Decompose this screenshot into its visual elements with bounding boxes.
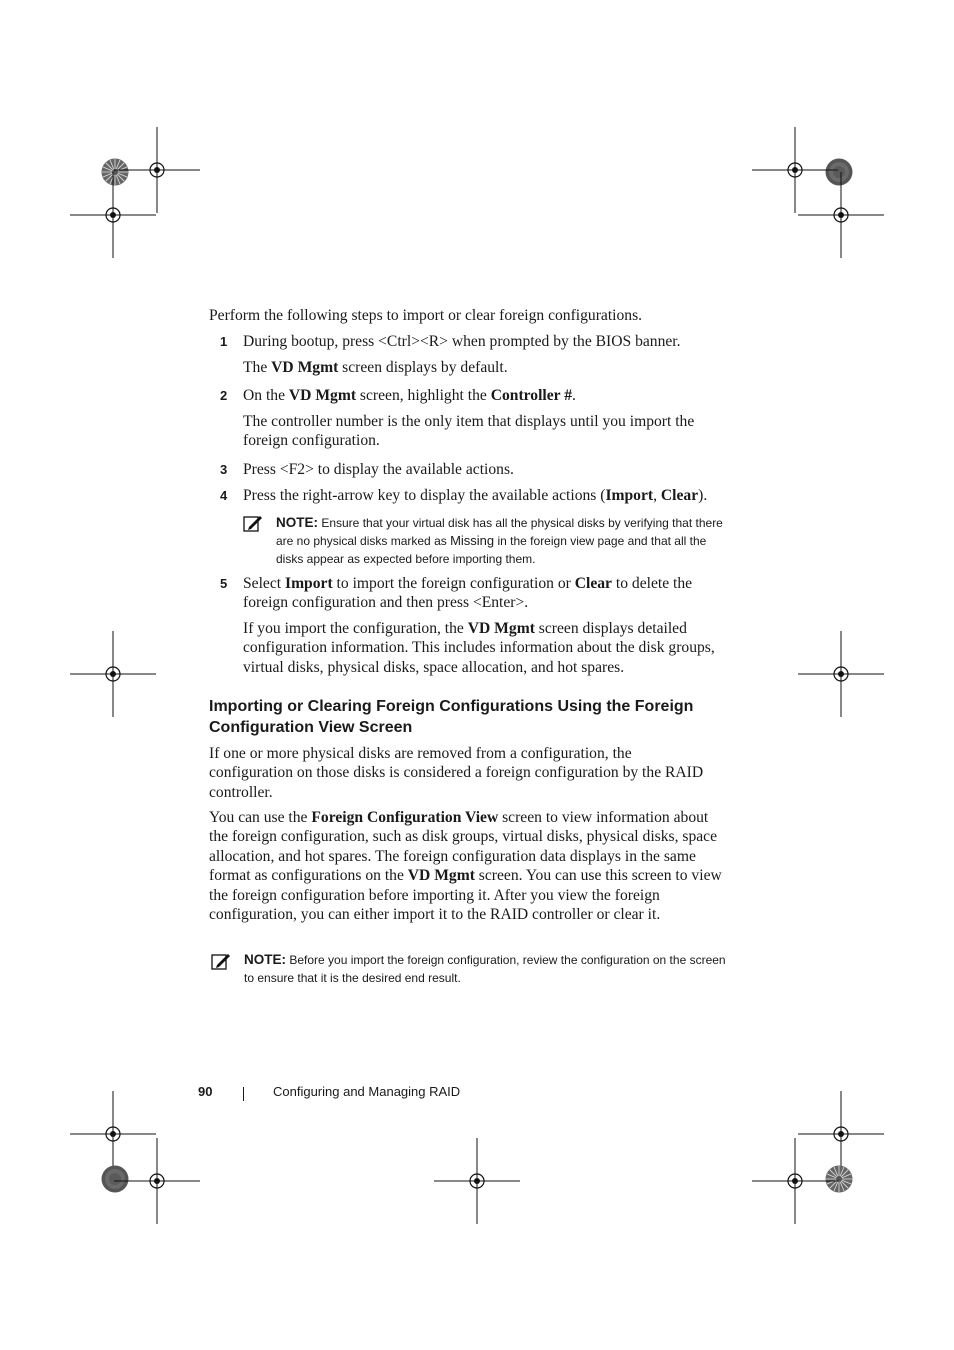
step-text: Press the right-arrow key to display the available actions (Import, Clear). [243, 487, 708, 504]
bold-term: Clear [574, 575, 612, 592]
chapter-title: Configuring and Managing RAID [273, 1084, 461, 1099]
section-heading: Importing or Clearing Foreign Configurations Using the Foreign Configuration View Screen [209, 698, 694, 736]
step-number: 5 [220, 576, 228, 591]
step-number: 4 [220, 488, 228, 503]
bold-term: Clear [660, 487, 699, 504]
bold-term: VD Mgmt [467, 620, 535, 637]
note-pencil-icon [211, 952, 231, 970]
bold-term: VD Mgmt [288, 387, 357, 404]
step-text: Select Import to import the foreign configuration or Clear to delete the foreign configuration and then press <Enter>. [243, 575, 693, 612]
bold-term: VD Mgmt [271, 359, 339, 376]
step-subtext: If you import the configuration, the VD Mgmt screen displays detailed configuration information. This includes information about the disk groups, virtual disks, physical disks, space allocation, and hot spares. [243, 620, 715, 676]
note-label: NOTE: [276, 515, 318, 530]
bold-term: Import [605, 487, 654, 504]
section-paragraph: If one or more physical disks are removed from a configuration, the configuration on those disks is considered a foreign configuration by the RAID controller. [209, 745, 704, 801]
step-number: 2 [220, 388, 228, 403]
bold-term: Controller # [490, 387, 572, 404]
note-label: NOTE: [244, 952, 286, 967]
step-subtext: The VD Mgmt screen displays by default. [243, 359, 508, 376]
note-text: NOTE: Ensure that your virtual disk has all the physical disks by verifying that there are no physical disks marked as Missing in the foreign view page and that all the disks appear as expected before importing them. [276, 515, 723, 566]
intro-paragraph: Perform the following steps to import or clear foreign configurations. [209, 307, 643, 324]
step-subtext: The controller number is the only item that displays until you import the foreign configuration. [243, 413, 695, 450]
page-number: 90 [198, 1084, 213, 1099]
emphasized-term: Missing [450, 533, 495, 548]
footer-divider [243, 1087, 244, 1101]
step-text: During bootup, press <Ctrl><R> when prompted by the BIOS banner. [243, 333, 681, 350]
step-text: On the VD Mgmt screen, highlight the Controller #. [243, 387, 576, 404]
note-pencil-icon [243, 514, 263, 532]
step-number: 1 [220, 334, 228, 349]
bold-term: VD Mgmt [407, 867, 475, 885]
bold-term: Foreign Configuration View [311, 809, 499, 826]
step-text: Press <F2> to display the available actions. [243, 461, 514, 478]
step-number: 3 [220, 462, 228, 477]
bold-term: Import [285, 575, 333, 592]
note-text: NOTE: Before you import the foreign configuration, review the configuration on the screen to ensure that it is the desired end result. [244, 952, 726, 985]
section-paragraph: You can use the Foreign Configuration View screen to view information about the foreign configuration, such as disk groups, virtual disks, physical disks, space allocation, and hot spares. The foreign configuration data displays in the same format as configurations on the VD Mgmt screen. You can use this screen to view the foreign configuration before importing it. After you view the foreign configuration, you can either import it to the RAID controller or clear it. [209, 809, 722, 924]
